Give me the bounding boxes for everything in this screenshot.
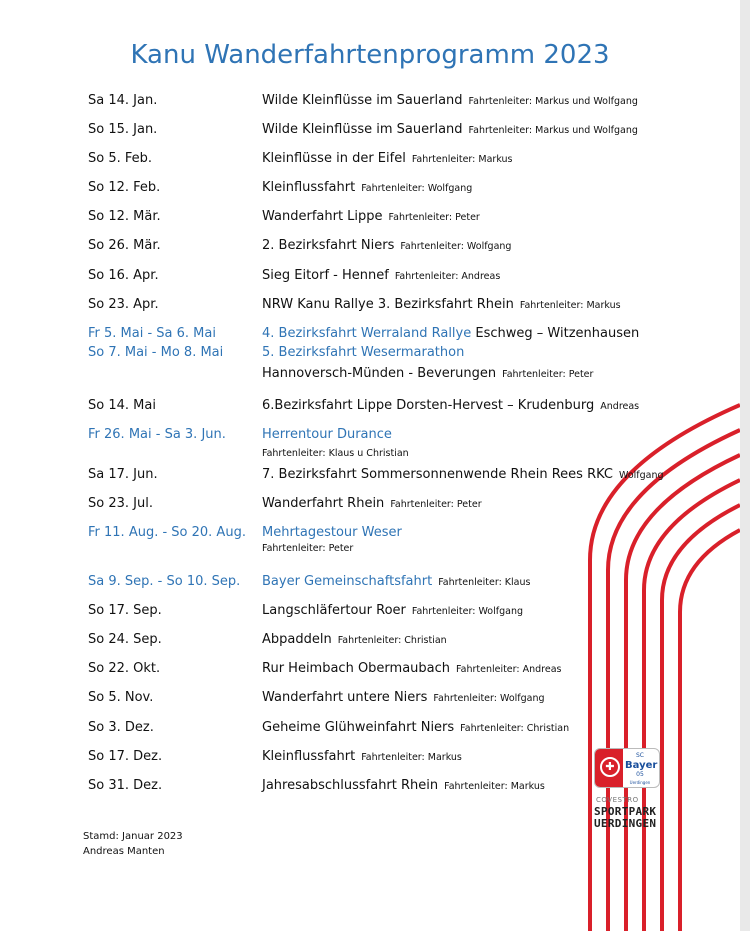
- event-date: So 5. Feb.: [88, 151, 153, 166]
- event-date: So 17. Sep.: [88, 603, 162, 618]
- event-description: [262, 525, 402, 540]
- event-leader: Fahrtenleiter: Wolfgang: [411, 606, 523, 617]
- event-row: [0, 326, 740, 346]
- event-date: So 23. Apr.: [88, 297, 159, 312]
- sportpark-logo: [594, 748, 668, 838]
- event-description: [262, 467, 664, 482]
- event-row: [0, 427, 740, 459]
- event-row: [0, 345, 740, 365]
- event-route: Hannoversch-Münden - Beverungen: [262, 366, 497, 381]
- event-route: Eschweg – Witzenhausen: [475, 326, 640, 341]
- event-description: [262, 632, 447, 647]
- event-description: [262, 326, 639, 341]
- event-row: [0, 180, 740, 200]
- event-date: Fr 11. Aug. - So 20. Aug.: [88, 525, 246, 540]
- event-leader: Fahrtenleiter: Markus und Wolfgang: [468, 125, 638, 136]
- event-row: [0, 297, 740, 317]
- event-leader: Fahrtenleiter: Klaus u Christian: [262, 448, 409, 459]
- event-date: Sa 9. Sep. - So 10. Sep.: [88, 574, 241, 589]
- event-title: Bayer Gemeinschaftsfahrt: [262, 574, 433, 589]
- track-lane-5: [662, 505, 740, 931]
- event-date: So 22. Okt.: [88, 661, 161, 676]
- event-leader: Fahrtenleiter: Peter: [390, 499, 482, 510]
- event-leader: Fahrtenleiter: Markus: [411, 154, 513, 165]
- stamp-date: Stamd: Januar 2023: [83, 831, 183, 842]
- badge-red-panel: [595, 749, 623, 787]
- event-description: [262, 151, 513, 166]
- bayer-cross-icon: ✚: [600, 757, 620, 777]
- event-row: [0, 238, 740, 258]
- event-description: [262, 209, 480, 224]
- event-title: Wilde Kleinflüsse im Sauerland: [262, 122, 463, 137]
- event-row: [0, 632, 740, 652]
- event-description: [262, 122, 638, 137]
- event-row: [0, 574, 740, 594]
- event-date: Sa 17. Jun.: [88, 467, 158, 482]
- event-title: Kleinflüsse in der Eifel: [262, 151, 406, 166]
- event-date: So 16. Apr.: [88, 268, 159, 283]
- event-description: [262, 180, 472, 195]
- event-leader: Fahrtenleiter: Markus: [519, 300, 621, 311]
- event-leader: Fahrtenleiter: Wolfgang: [400, 241, 512, 252]
- event-title: Wanderfahrt Lippe: [262, 209, 383, 224]
- event-description: [262, 574, 530, 589]
- event-row: [0, 93, 740, 113]
- event-title: Wilde Kleinflüsse im Sauerland: [262, 93, 463, 108]
- event-date: So 12. Mär.: [88, 209, 161, 224]
- event-leader: Fahrtenleiter: Wolfgang: [433, 693, 545, 704]
- covestro-label: COVESTRO: [596, 796, 639, 804]
- event-title: Jahresabschlussfahrt Rhein: [262, 778, 439, 793]
- event-date: So 17. Dez.: [88, 749, 163, 764]
- event-title: Herrentour Durance: [262, 427, 392, 442]
- event-title: 4. Bezirksfahrt Werraland Rallye: [262, 326, 472, 341]
- event-description: [262, 93, 638, 108]
- event-description: [262, 778, 545, 793]
- badge-uerdingen: Uerdingen: [629, 780, 651, 785]
- event-description: [262, 345, 464, 360]
- event-date: So 14. Mai: [88, 398, 156, 413]
- event-title: Sieg Eitorf - Hennef: [262, 268, 389, 283]
- event-description: [262, 268, 500, 283]
- event-date: Fr 5. Mai - Sa 6. Mai: [88, 326, 216, 341]
- event-leader: Fahrtenleiter: Klaus: [438, 577, 531, 588]
- event-leader: Fahrtenleiter: Christian: [460, 723, 570, 734]
- stamp-author: Andreas Manten: [83, 846, 165, 857]
- page-edge: [740, 0, 750, 931]
- event-leader: Andreas: [600, 401, 640, 412]
- badge-sc: SC: [636, 752, 644, 759]
- event-row: [0, 366, 740, 386]
- event-title: 6.Bezirksfahrt Lippe Dorsten-Hervest – Krudenburg: [262, 398, 595, 413]
- event-row: [0, 661, 740, 681]
- event-description: [262, 720, 569, 735]
- event-description: [262, 603, 523, 618]
- event-description: [262, 661, 561, 676]
- event-title: Langschläfertour Roer: [262, 603, 406, 618]
- event-description: [262, 749, 462, 764]
- event-leader: Fahrtenleiter: Peter: [262, 543, 354, 554]
- event-row: [0, 398, 740, 418]
- badge-bayer: Bayer: [625, 760, 658, 771]
- event-row: [0, 209, 740, 229]
- badge-05: 05: [636, 771, 644, 778]
- event-title: 2. Bezirksfahrt Niers: [262, 238, 395, 253]
- event-row: [0, 720, 740, 740]
- event-description: [262, 297, 621, 312]
- event-title: Wanderfahrt untere Niers: [262, 690, 428, 705]
- event-description: [262, 398, 639, 413]
- event-leader: Fahrtenleiter: Markus: [444, 781, 545, 792]
- event-date: So 24. Sep.: [88, 632, 162, 647]
- event-description: [262, 496, 482, 511]
- event-title: Kleinflussfahrt: [262, 749, 356, 764]
- event-row: [0, 151, 740, 171]
- event-leader: Fahrtenleiter: Markus: [361, 752, 462, 763]
- event-row: [0, 122, 740, 142]
- event-date: So 5. Nov.: [88, 690, 154, 705]
- event-description: [262, 238, 511, 253]
- club-badge: [594, 748, 660, 788]
- event-leader: Fahrtenleiter: Markus und Wolfgang: [468, 96, 638, 107]
- page-title: Kanu Wanderfahrtenprogramm 2023: [130, 40, 610, 70]
- event-leader: Wolfgang: [619, 470, 664, 481]
- event-leader: Fahrtenleiter: Andreas: [456, 664, 562, 675]
- event-title: 5. Bezirksfahrt Wesermarathon: [262, 345, 465, 360]
- event-leader: Fahrtenleiter: Peter: [388, 212, 480, 223]
- event-date: So 31. Dez.: [88, 778, 163, 793]
- event-description: [262, 690, 545, 705]
- event-date: So 15. Jan.: [88, 122, 158, 137]
- event-leader: Fahrtenleiter: Peter: [502, 369, 594, 380]
- event-title: Mehrtagestour Weser: [262, 525, 402, 540]
- event-title: 7. Bezirksfahrt Sommersonnenwende Rhein Rees RKC: [262, 467, 613, 482]
- event-row: [0, 496, 740, 516]
- event-date: Fr 26. Mai - Sa 3. Jun.: [88, 427, 226, 442]
- sportpark-label: SPORTPARK: [594, 805, 657, 818]
- event-description: [262, 366, 593, 381]
- uerdingen-label: UERDINGEN: [594, 817, 657, 830]
- event-date: Sa 14. Jan.: [88, 93, 158, 108]
- event-title: Abpaddeln: [262, 632, 332, 647]
- event-description: [262, 427, 392, 442]
- event-title: NRW Kanu Rallye 3. Bezirksfahrt Rhein: [262, 297, 514, 312]
- badge-text: [625, 752, 658, 785]
- event-date: So 26. Mär.: [88, 238, 161, 253]
- event-leader: Fahrtenleiter: Christian: [337, 635, 447, 646]
- event-title: Rur Heimbach Obermaubach: [262, 661, 451, 676]
- event-leader: Fahrtenleiter: Wolfgang: [361, 183, 473, 194]
- event-row: [0, 467, 740, 487]
- event-leader: Fahrtenleiter: Andreas: [394, 271, 501, 282]
- event-date: So 12. Feb.: [88, 180, 161, 195]
- event-date: So 7. Mai - Mo 8. Mai: [88, 345, 224, 360]
- event-row: [0, 603, 740, 623]
- event-title: Kleinflussfahrt: [262, 180, 356, 195]
- event-date: So 23. Jul.: [88, 496, 153, 511]
- event-row: [0, 690, 740, 710]
- event-title: Wanderfahrt Rhein: [262, 496, 385, 511]
- event-row: [0, 525, 740, 554]
- event-title: Geheime Glühweinfahrt Niers: [262, 720, 455, 735]
- document-stamp: [83, 829, 183, 859]
- event-date: So 3. Dez.: [88, 720, 154, 735]
- event-row: [0, 268, 740, 288]
